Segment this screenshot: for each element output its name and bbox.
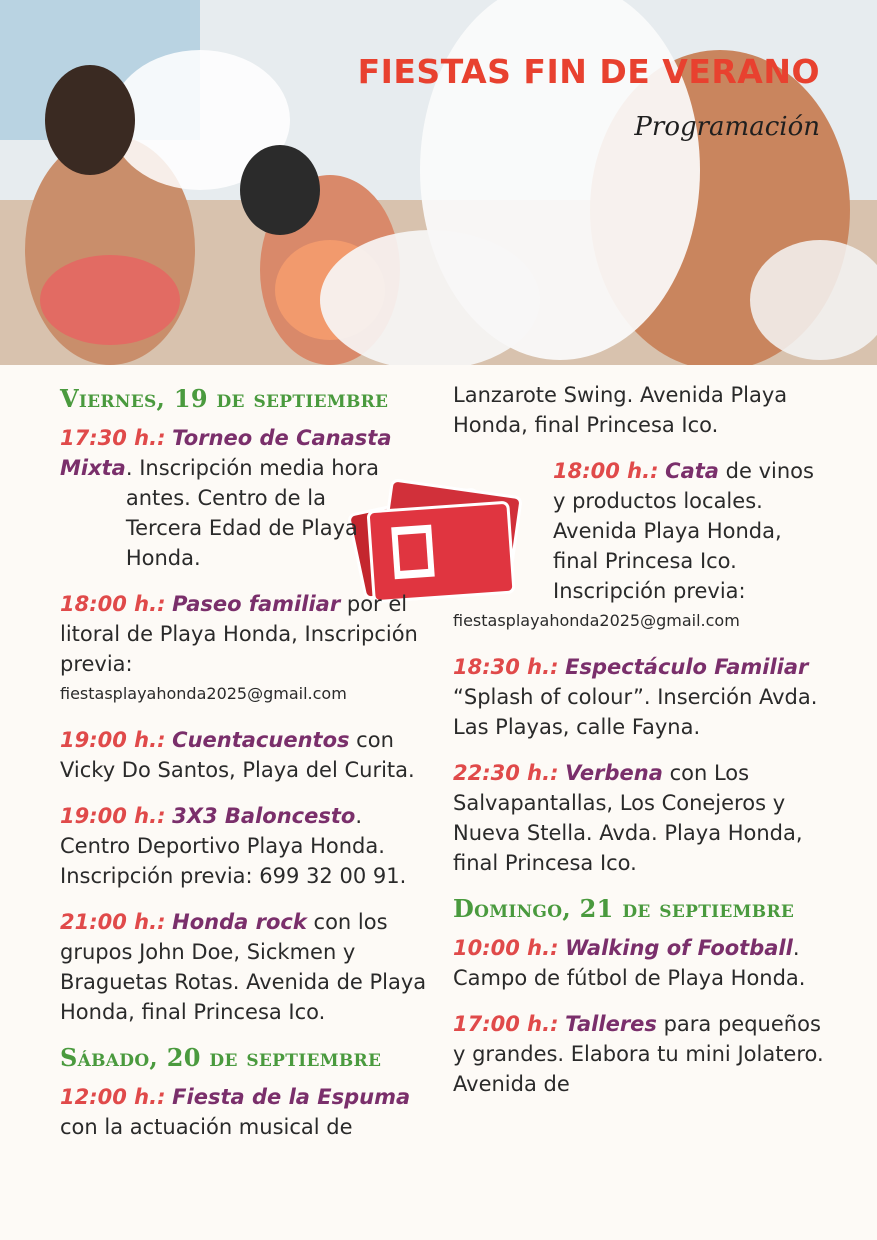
event-name: Paseo familiar <box>172 592 341 616</box>
event-cuentacuentos <box>60 725 435 785</box>
event-verbena <box>453 758 833 878</box>
event-details: de vinos y productos locales. Avenida Playa Honda, final Princesa Ico. Inscripción previa: <box>553 459 814 603</box>
event-cata <box>453 456 833 636</box>
event-details: con Vicky Do Santos, Playa del Curita. <box>60 728 415 782</box>
event-details: por el litoral de Playa Honda, Inscripción previa: <box>60 592 418 676</box>
contact-email[interactable]: fiestasplayahonda2025@gmail.com <box>60 684 347 703</box>
event-details: “Splash of colour”. Inserción Avda. Las Playas, calle Fayna. <box>453 685 818 739</box>
event-time: 17:30 h.: <box>60 426 166 450</box>
day-heading-viernes: Viernes, 19 de septiembre <box>60 384 389 413</box>
event-details: con la actuación musical de <box>60 1115 353 1139</box>
event-details: para pequeños y grandes. Elabora tu mini Jolatero. Avenida de <box>453 1012 824 1096</box>
event-espectaculo-familiar <box>453 652 833 742</box>
event-walking-football <box>453 933 833 993</box>
event-time: 12:00 h.: <box>60 1085 166 1109</box>
right-column <box>453 380 833 1115</box>
event-name: Walking of Football <box>565 936 793 960</box>
event-time: 21:00 h.: <box>60 910 166 934</box>
hero-photo <box>0 0 877 365</box>
event-fiesta-espuma <box>60 1082 435 1142</box>
event-time: 22:30 h.: <box>453 761 559 785</box>
event-paseo-familiar <box>60 589 435 709</box>
event-name: Honda rock <box>172 910 307 934</box>
event-details: . Centro Deportivo Playa Honda. Inscripción previa: 699 32 00 91. <box>60 804 407 888</box>
event-name: Fiesta de la Espuma <box>172 1085 411 1109</box>
event-name: Cata <box>665 459 719 483</box>
day-heading-domingo: Domingo, 21 de septiembre <box>453 894 795 923</box>
event-time: 18:30 h.: <box>453 655 559 679</box>
event-time: 19:00 h.: <box>60 804 166 828</box>
event-time: 17:00 h.: <box>453 1012 559 1036</box>
day-heading-sabado: Sábado, 20 de septiembre <box>60 1043 382 1072</box>
left-column <box>60 380 435 1158</box>
contact-email[interactable]: fiestasplayahonda2025@gmail.com <box>453 611 740 630</box>
event-time: 18:00 h.: <box>60 592 166 616</box>
event-name: Verbena <box>565 761 663 785</box>
event-torneo-canasta <box>60 423 435 573</box>
event-name: Torneo de Canasta Mixta <box>60 426 392 480</box>
page-title: FIESTAS FIN DE VERANO <box>357 52 820 91</box>
event-name: Cuentacuentos <box>172 728 350 752</box>
event-details: con Los Salvapantallas, Los Conejeros y Nueva Stella. Avda. Playa Honda, final Princesa Ico. <box>453 761 803 875</box>
event-time: 19:00 h.: <box>60 728 166 752</box>
event-name: Espectáculo Familiar <box>565 655 809 679</box>
event-name: 3X3 Baloncesto <box>172 804 356 828</box>
event-talleres <box>453 1009 833 1099</box>
event-honda-rock <box>60 907 435 1027</box>
event-fiesta-espuma-cont <box>453 380 833 440</box>
event-details: . Campo de fútbol de Playa Honda. <box>453 936 806 990</box>
event-time: 18:00 h.: <box>553 459 659 483</box>
page-subtitle: Programación <box>634 112 820 142</box>
event-name: Talleres <box>565 1012 657 1036</box>
event-time: 10:00 h.: <box>453 936 559 960</box>
event-details: . Inscripción media hora antes. Centro de la Tercera Edad de Playa Honda. <box>125 456 379 570</box>
event-baloncesto <box>60 801 435 891</box>
event-details: Lanzarote Swing. Avenida Playa Honda, final Princesa Ico. <box>453 383 788 437</box>
event-details: con los grupos John Doe, Sickmen y Braguetas Rotas. Avenida de Playa Honda, final Princesa Ico. <box>60 910 427 1024</box>
